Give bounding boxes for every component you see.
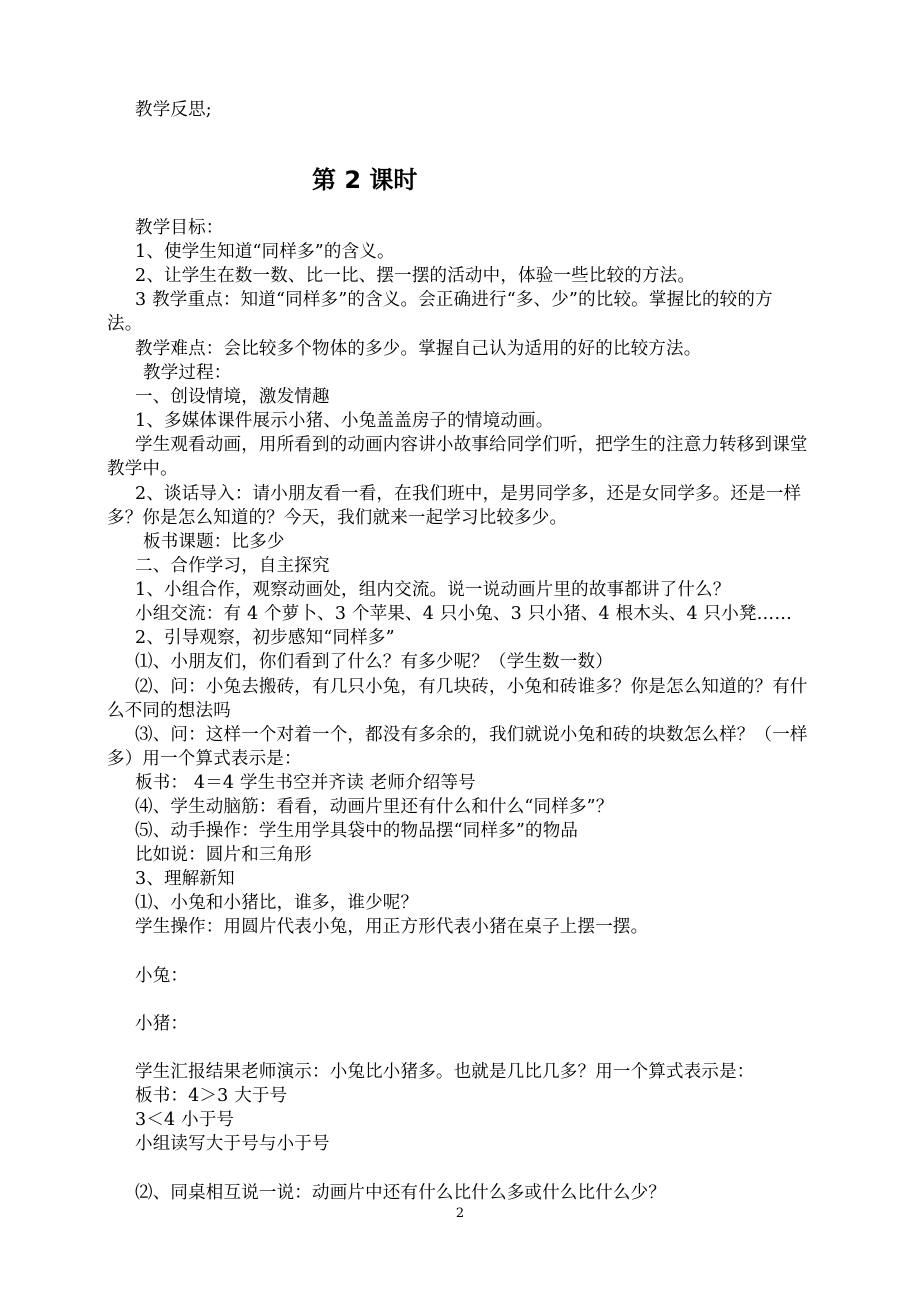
- text-line: ⑵、同桌相互说一说：动画片中还有什么比什么多或什么比什么少？: [135, 1183, 666, 1203]
- text-line: 1、使学生知道“同样多”的含义。: [135, 242, 395, 262]
- text-line: 小猪：: [135, 1014, 189, 1034]
- text-line: 板书： 4＝4 学生书空并齐读 老师介绍等号: [135, 773, 476, 793]
- text-line: 法。: [107, 314, 143, 334]
- reflection-label: 教学反思;: [135, 100, 212, 120]
- lesson-title: 第 2 课时: [312, 166, 418, 194]
- text-line: 2、引导观察，初步感知“同样多”: [135, 628, 395, 648]
- page-number: 2: [455, 1206, 465, 1221]
- text-line: 2、谈话导入：请小朋友看一看，在我们班中，是男同学多，还是女同学多。还是一样: [135, 484, 802, 504]
- text-line: 小兔：: [135, 966, 189, 986]
- text-line: 学生观看动画，用所看到的动画内容讲小故事给同学们听，把学生的注意力转移到课堂: [135, 435, 808, 455]
- text-line: 比如说：圆片和三角形: [135, 845, 312, 865]
- text-line: 教学目标：: [135, 218, 224, 238]
- text-line: 一、创设情境，激发情趣: [135, 387, 330, 407]
- text-line: 多）用一个算式表示是：: [107, 749, 302, 769]
- text-line: 2、让学生在数一数、比一比、摆一摆的活动中，体验一些比较的方法。: [135, 266, 696, 286]
- text-line: 教学中。: [107, 459, 178, 479]
- text-line: ⑴、小兔和小猪比，谁多，谁少呢？: [135, 893, 419, 913]
- text-line: ⑸、动手操作：学生用学具袋中的物品摆“同样多”的物品: [135, 821, 579, 841]
- text-line: 小组交流：有 4 个萝卜、3 个苹果、4 只小兔、3 只小猪、4 根木头、4 只小凳……: [135, 604, 793, 624]
- text-line: 二、合作学习，自主探究: [135, 556, 330, 576]
- text-line: 3、理解新知: [135, 869, 235, 889]
- text-line: 多？你是怎么知道的？今天，我们就来一起学习比较多少。: [107, 508, 568, 528]
- text-line: ⑷、学生动脑筋：看看，动画片里还有什么和什么“同样多”？: [135, 797, 614, 817]
- text-line: 学生操作：用圆片代表小兔，用正方形代表小猪在桌子上摆一摆。: [135, 917, 649, 937]
- text-line: 小组读写大于号与小于号: [135, 1134, 330, 1154]
- text-line: 学生汇报结果老师演示：小兔比小猪多。也就是几比几多？用一个算式表示是：: [135, 1062, 755, 1082]
- text-line: 板书课题：比多少: [143, 532, 285, 552]
- text-line: 教学难点：会比较多个物体的多少。掌握自己认为适用的好的比较方法。: [135, 339, 702, 359]
- text-line: 教学过程：: [143, 363, 232, 383]
- text-line: ⑶、问：这样一个对着一个，都没有多余的，我们就说小兔和砖的块数怎么样？（一样: [135, 725, 808, 745]
- text-line: 3 教学重点：知道“同样多”的含义。会正确进行“多、少”的比较。掌握比的较的方: [135, 290, 773, 310]
- text-line: 3＜4 小于号: [135, 1110, 235, 1130]
- text-line: ⑴、小朋友们，你们看到了什么？有多少呢？（学生数一数）: [135, 652, 613, 672]
- text-line: 1、小组合作，观察动画处，组内交流。说一说动画片里的故事都讲了什么？: [135, 580, 731, 600]
- text-line: 么不同的想法吗: [107, 701, 231, 721]
- text-line: 板书：4＞3 大于号: [135, 1086, 288, 1106]
- text-line: 1、多媒体课件展示小猪、小兔盖盖房子的情境动画。: [135, 411, 554, 431]
- text-line: ⑵、问：小兔去搬砖，有几只小兔，有几块砖，小兔和砖谁多？你是怎么知道的？有什: [135, 677, 808, 697]
